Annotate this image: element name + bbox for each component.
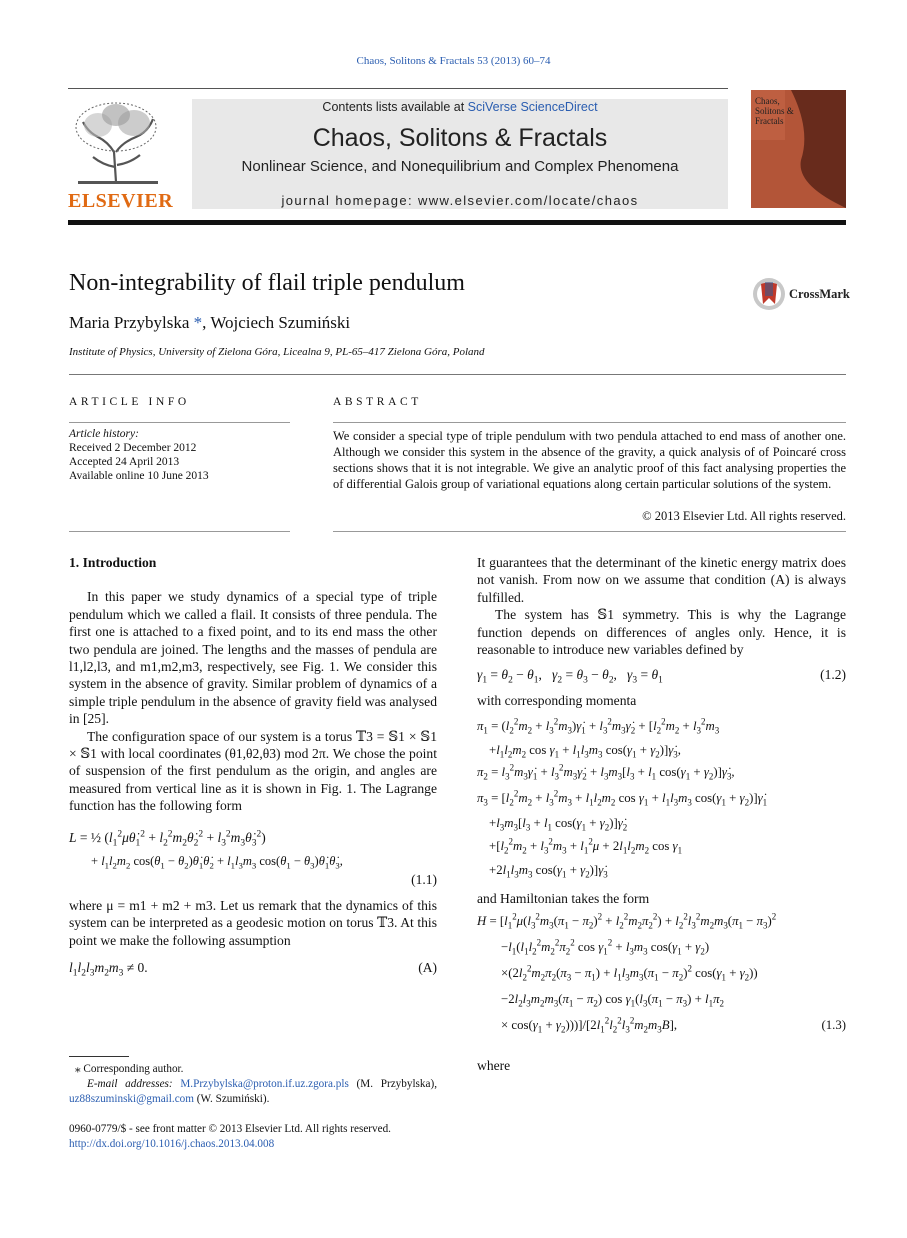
journal-reference[interactable]: Chaos, Solitons & Fractals 53 (2013) 60–74 — [356, 55, 551, 67]
contents-line — [192, 100, 728, 114]
issn-line: 0960-0779/$ - see front matter © 2013 Elsevier Ltd. All rights reserved. — [69, 1123, 391, 1135]
sciencedirect-link[interactable]: SciVerse ScienceDirect — [467, 100, 598, 114]
corresponding-note: ⁎ Corresponding author. — [75, 1063, 184, 1075]
cover-title: Chaos, Solitons & Fractals — [755, 96, 794, 126]
article-title: Non-integrability of flail triple pendulum — [69, 270, 465, 296]
crossmark-icon — [751, 276, 787, 312]
divider — [333, 531, 846, 532]
abstract-text: We consider a special type of triple pendulum with two pendula attached to end mass of another one. Although we consider this system in the absence of the gravity, a quick analysis of of Poincaré cross sections shows that it is not integrable. We give an analytic proof of this fact analysing properties the of differential Galois group of variational equations along certain particular solutions of the system. — [333, 429, 846, 491]
crossmark-label: CrossMark — [789, 286, 850, 301]
pi2-line: $\pi_2$ = $l_3^2m_3\gammȧ_1$ + $l_3^2m_3\gammȧ_2 + l_3m_3[l_3 + l_1$ $\cos(\gamma_1$ + $\gamma_2)]\gammȧ_3$, — [477, 762, 735, 782]
where-text: where — [477, 1058, 511, 1074]
article-history — [69, 427, 209, 483]
left-column — [69, 554, 437, 981]
pi3-line-3: $+[l_2^2m_2 + l_3^2m_3 + l_1^2\mu + 2l_1l_2m_2$ $\cos \gamma_1$ — [489, 836, 683, 856]
equation-number: (1.1) — [411, 871, 437, 887]
received-date: Received 2 December 2012 — [69, 442, 197, 454]
momenta-text: with corresponding momenta — [477, 693, 637, 709]
footnote-rule — [69, 1056, 129, 1057]
abstract-copyright: © 2013 Elsevier Ltd. All rights reserved. — [642, 509, 846, 523]
right-column — [477, 554, 846, 1075]
pi3-line-2: $+l_3m_3[l_3 + l_1$ $\cos(\gamma_1$ + $\gamma_2)]\gammȧ_2$ — [489, 815, 628, 833]
journal-title: Chaos, Solitons & Fractals — [312, 124, 608, 152]
equation-number: (1.3) — [821, 1018, 846, 1033]
divider — [69, 422, 290, 423]
author-2: , Wojciech Szumiński — [202, 313, 351, 332]
intro-paragraph-3: where μ = m1 + m2 + m3. Let us remark that the dynamics of this system can be interpreted as a geodesic motion on torus 𝕋3. At this point we make the following assumption — [69, 897, 437, 948]
equation-1-3 — [477, 907, 846, 1057]
journal-cover-thumbnail — [751, 90, 846, 208]
corresponding-author-mark[interactable]: * — [193, 313, 203, 332]
right-paragraph-2: The system has 𝕊1 symmetry. This is why the Lagrange function depends on differences of angles only. Hence, it is reasonable to introduce new variables defined by — [477, 607, 846, 658]
momenta-equations — [477, 710, 846, 890]
accepted-date: Accepted 24 April 2013 — [69, 456, 180, 468]
email-owner-1: (M. Przybylska), — [348, 1078, 437, 1090]
equation-1-2 — [477, 658, 846, 692]
header-rule — [68, 88, 728, 89]
history-label: Article history: — [69, 428, 139, 440]
footnotes — [69, 1062, 437, 1107]
equation-a — [69, 957, 437, 981]
new-variables-formula: $\gamma_1 = \theta_2 - \theta_1$, $\gamma_2 = \theta_3 - \theta_2$, $\gamma_3 = \theta_1$ — [477, 667, 663, 687]
contents-prefix: Contents lists available at — [322, 100, 468, 114]
authors-line — [69, 313, 350, 333]
hamiltonian-text: and Hamiltonian takes the form — [477, 890, 650, 906]
abstract-heading: ABSTRACT — [333, 396, 422, 408]
email-note — [69, 1077, 437, 1107]
author-1: Maria Przybylska — [69, 313, 190, 332]
section-heading: 1. Introduction — [69, 555, 157, 570]
pi3-line-1: $\pi_3 = [l_2^2m_2 + l_3^2m_3 + l_1l_2m_2$ $\cos \gamma_1 + l_1l_3m_3$ $\cos(\gamma_1$ + $\gamma_2)]\gammȧ_1$ — [477, 788, 768, 808]
publisher-logo-text: ELSEVIER — [68, 190, 174, 212]
h-line-4: $-2l_2l_3m_2m_3(\pi_1 - \pi_2)$ $\cos \gamma_1(l_3(\pi_1 - \pi_3) + l_1\pi_2$ — [501, 992, 724, 1009]
intro-paragraph-1: In this paper we study dynamics of a special type of triple pendulum which we called a flail. It consists of three pendula. The first one is attached to a fixed point, and to its end mass the other two pendula are joined. The lengths and the masses of pendula are l1,l2,l3, and m1,m2,m3, respectively, see Fig. 1. We consider this system in the absence of gravity. Similar problem of dynamics of a simple triple pendulum in the absence of gravity field was analysed in [25]. — [69, 589, 437, 727]
h-line-5: × $\cos(\gamma_1 + \gamma_2)))]/[2l_1^2l_2^2l_3^2m_2m_3B]$, — [501, 1015, 678, 1035]
lagrangian-line-1: L = ½ ($l_1^2\mu\thetȧ_1^2$ + $l_2^2m_2\thetȧ_2^2$ + $l_3^2m_3\thetȧ_3^2$) — [69, 829, 266, 849]
h-line-1: $H = [l_1^2\mu(l_3^2m_3(\pi_1 - \pi_2)^2 + l_2^2m_2\pi_2^2) + l_2^2l_3^2m_2m_3(\pi_1 - \pi_3)^2$ — [477, 911, 777, 931]
equation-number: (A) — [418, 959, 437, 975]
article-info-heading: ARTICLE INFO — [69, 396, 190, 408]
divider — [333, 422, 846, 423]
assumption-formula: $l_1l_2l_3m_2m_3 \ne 0$. — [69, 959, 148, 979]
pi3-line-4: $+2l_1l_3m_3$ $\cos(\gamma_1$ + $\gamma_2)]\gammȧ_3$ — [489, 862, 608, 880]
journal-subtitle: Nonlinear Science, and Nonequilibrium and Complex Phenomena — [241, 158, 679, 175]
email-link-1[interactable]: M.Przybylska@proton.if.uz.zgora.pls — [180, 1078, 349, 1090]
pi1-line-1: $\pi_1 = (l_2^2m_2$ + $l_3^2m_3)\gammȧ_1$ + $l_3^2m_3\gammȧ_2 + [l_2^2m_2 + l_3^2m_3$ — [477, 716, 720, 736]
intro-paragraph-2: The configuration space of our system is a torus 𝕋3 = 𝕊1 × 𝕊1 × 𝕊1 with local coordinates (θ1,θ2,θ3) mod 2π. We chose the point of suspension of the first pendulum as the origin, and angles are measured from vertical line as it is shown in Fig. 1. The Lagrange function has the following form — [69, 728, 437, 814]
crossmark-badge[interactable] — [751, 276, 850, 312]
lagrangian-line-2: + $l_1l_2m_2$ $\cos(\theta_1$ − $\theta_2)\thetȧ_1\thetȧ_2 + l_1l_3m_3$ $\cos(\theta_1$ − $\theta_3)\thetȧ_1\thetȧ_3$, — [91, 853, 343, 871]
right-paragraph-1: It guarantees that the determinant of the kinetic energy matrix does not vanish. From now on we assume that condition (A) is always fulfilled. — [477, 555, 846, 605]
equation-1-1 — [69, 825, 437, 897]
h-line-2: $-l_1(l_1l_2^2m_2^2\pi_2^2$ $\cos \gamma_1^2 + l_3m_3$ $\cos(\gamma_1 + \gamma_2)$ — [501, 937, 710, 957]
pi1-line-2: $+l_1l_2m_2$ $\cos \gamma_1 + l_1l_3m_3$ $\cos(\gamma_1$ + $\gamma_2)]\gammȧ_3$, — [489, 742, 681, 760]
journal-homepage[interactable]: journal homepage: www.elsevier.com/locate/chaos — [281, 193, 639, 208]
email-label: E-mail addresses: — [87, 1078, 181, 1090]
email-owner-2: (W. Szumiński). — [193, 1093, 270, 1105]
divider — [69, 374, 846, 375]
divider — [69, 531, 290, 532]
equation-number: (1.2) — [820, 667, 846, 683]
online-date: Available online 10 June 2013 — [69, 470, 209, 482]
header-thick-rule — [68, 220, 846, 225]
corresponding-text: Corresponding author. — [83, 1063, 184, 1075]
h-line-3: $\times(2l_2^2m_2\pi_2(\pi_3 - \pi_1) + l_1l_3m_3(\pi_1 - \pi_2)^2$ $\cos(\gamma_1 + \gamma_2)$) — [501, 963, 758, 983]
affiliation: Institute of Physics, University of Zielona Góra, Licealna 9, PL-65–417 Zielona Góra, Poland — [69, 346, 485, 358]
email-link-2[interactable]: uz88szuminski@gmail.com — [69, 1093, 194, 1105]
doi-link[interactable]: http://dx.doi.org/10.1016/j.chaos.2013.04.008 — [69, 1138, 275, 1150]
